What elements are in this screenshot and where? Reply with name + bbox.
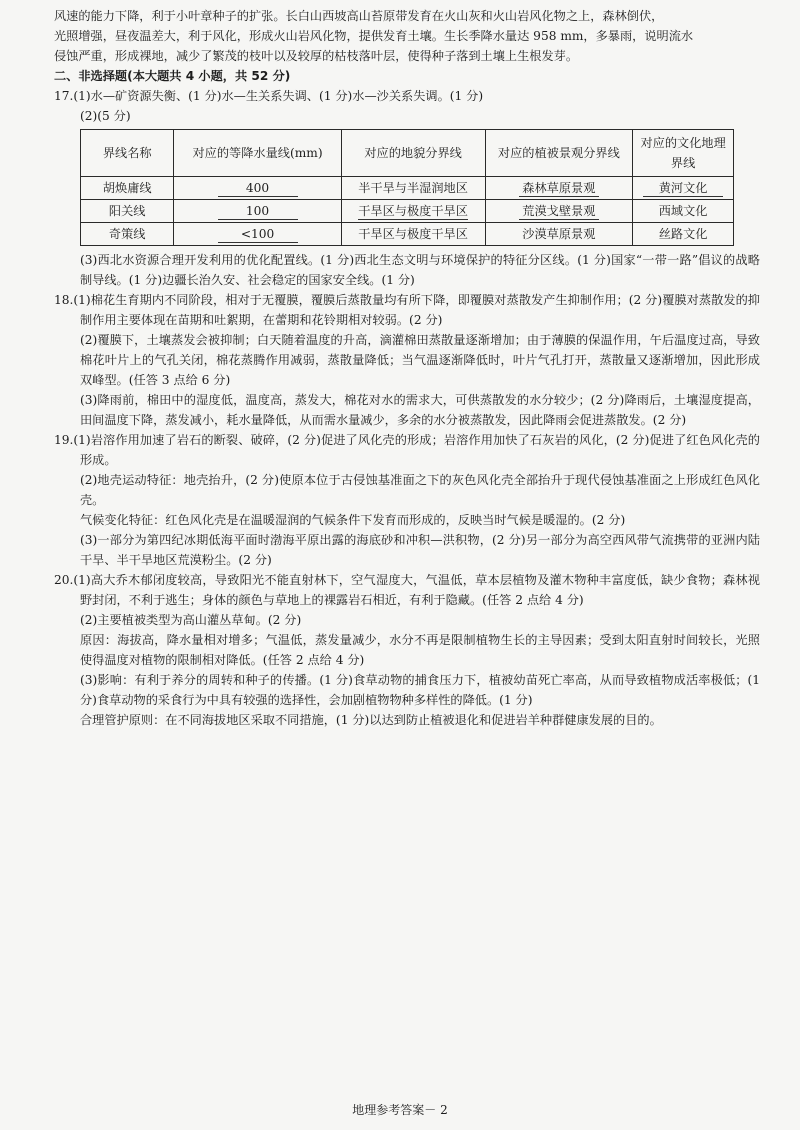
table-cell [341, 200, 485, 223]
answer-content [54, 6, 760, 730]
table-cell [174, 200, 341, 223]
answer-blank: 荒漠戈壁景观 [519, 203, 599, 220]
table-row [81, 200, 734, 223]
table-cell: 沙漠草原景观 [485, 223, 633, 246]
table-cell: 西域文化 [633, 200, 734, 223]
q19-part1: 19.(1)岩溶作用加速了岩石的断裂、破碎，(2 分)促进了风化壳的形成；岩溶作用加快了石灰岩的风化，(2 分)促进了红色风化壳的形成。 [54, 433, 760, 467]
table-cell: 奇策线 [81, 223, 174, 246]
q20-part1: 20.(1)高大乔木郁闭度较高，导致阳光不能直射林下，空气湿度大，气温低，草本层植物及灌木物种丰富度低，缺少食物；森林视野封闭，不利于逃生；身体的颜色与草地上的裸露岩石相近，有利于隐藏。(任答 2 点给 4 分) [54, 573, 760, 607]
q17-part3: (3)西北水资源合理开发利用的优化配置线。(1 分)西北生态文明与环境保护的特征分区线。(1 分)国家“一带一路”倡议的战略制导线。(1 分)边疆长治久安、社会稳定的国家安全线。(1 分) [80, 253, 760, 287]
table-cell: 干旱区与极度干旱区 [341, 223, 485, 246]
intro-line: 光照增强，昼夜温差大，利于风化，形成火山岩风化物，提供发育土壤。生长季降水量达 958 mm，多暴雨，说明流水 [54, 29, 694, 43]
q18-part2: (2)覆膜下，土壤蒸发会被抑制；白天随着温度的升高，滴灌棉田蒸散量逐渐增加；由于薄膜的保温作用，午后温度过高，导致棉花叶片上的气孔关闭，棉花蒸腾作用减弱，蒸散量降低；当气温逐渐降低时，叶片气孔打开，蒸散量又逐渐增加，因此形成双峰型。(任答 3 点给 6 分) [80, 333, 760, 387]
table-row [81, 177, 734, 200]
table-cell [485, 177, 633, 200]
table-header-cell: 界线名称 [81, 130, 174, 177]
table-cell: 阳关线 [81, 200, 174, 223]
section-title: 二、非选择题(本大题共 4 小题，共 52 分) [54, 69, 291, 83]
boundary-table [80, 129, 734, 246]
q19-part3: (3)一部分为第四纪冰期低海平面时渤海平原出露的海底砂和冲积—洪积物，(2 分)另一部分为高空西风带气流携带的亚洲内陆干旱、半干旱地区荒漠粉尘。(2 分) [80, 533, 760, 567]
q19-part2: (2)地壳运动特征：地壳抬升，(2 分)使原本位于古侵蚀基准面之下的灰色风化壳全部抬升于现代侵蚀基准面之上形成红色风化壳。 [80, 473, 760, 507]
q20-principle: 合理管护原则：在不同海拔地区采取不同措施，(1 分)以达到防止植被退化和促进岩羊种群健康发展的目的。 [80, 713, 662, 727]
intro-line: 风速的能力下降，利于小叶章种子的扩张。长白山西坡高山苔原带发育在火山灰和火山岩风化物之上，森林倒伏， [54, 9, 664, 23]
q20-reason: 原因：海拔高，降水量相对增多；气温低，蒸发量减少，水分不再是限制植物生长的主导因素；受到太阳直射时间较长，光照使得温度对植物的限制相对降低。(任答 2 点给 4 分) [80, 633, 760, 667]
table-cell: 丝路文化 [633, 223, 734, 246]
q20-part3: (3)影响：有利于养分的周转和种子的传播。(1 分)食草动物的捕食压力下，植被幼苗死亡率高，从而导致植物成活率极低；(1 分)食草动物的采食行为中具有较强的选择性，会加剧植物物种多样性的降低。(1 分) [80, 673, 760, 707]
table-header-cell: 对应的植被景观分界线 [485, 130, 633, 177]
answer-blank: 森林草原景观 [519, 180, 599, 197]
table-header-row [81, 130, 734, 177]
answer-blank: 400 [218, 180, 298, 197]
answer-blank: <100 [218, 226, 298, 243]
q17-part1: 17.(1)水—矿资源失衡、(1 分)水—生关系失调、(1 分)水—沙关系失调。(1 分) [54, 89, 484, 103]
table-header-cell: 对应的文化地理界线 [633, 130, 734, 177]
table-cell [174, 223, 341, 246]
table-row [81, 223, 734, 246]
q18-part1: 18.(1)棉花生育期内不同阶段，相对于无覆膜，覆膜后蒸散量均有所下降，即覆膜对蒸散发产生抑制作用；(2 分)覆膜对蒸散发的抑制作用主要体现在苗期和吐絮期，在蕾期和花铃期相对较弱。(2 分) [54, 293, 760, 327]
answer-blank: 100 [218, 203, 298, 220]
answer-blank: 黄河文化 [643, 180, 723, 197]
q18-part3: (3)降雨前，棉田中的湿度低，温度高，蒸发大，棉花对水的需求大，可供蒸散发的水分较少；(2 分)降雨后，土壤湿度提高，田间温度下降，蒸发减小，耗水量降低，从而需水量减少，多余的水分被蒸散发，因此降雨会促进蒸散发。(2 分) [80, 393, 760, 427]
page-footer: 地理参考答案－ 2 [352, 1103, 448, 1117]
table-cell [633, 177, 734, 200]
table-header-cell: 对应的地貌分界线 [341, 130, 485, 177]
table-cell [174, 177, 341, 200]
q19-climate: 气候变化特征：红色风化壳是在温暖湿润的气候条件下发育而形成的，反映当时气候是暖湿的。(2 分) [80, 513, 626, 527]
q20-part2: (2)主要植被类型为高山灌丛草甸。(2 分) [80, 613, 302, 627]
table-cell: 胡焕庸线 [81, 177, 174, 200]
q17-part2-label: (2)(5 分) [80, 109, 131, 123]
table-cell: 半干旱与半湿润地区 [341, 177, 485, 200]
table-header-cell: 对应的等降水量线(mm) [174, 130, 341, 177]
intro-line: 侵蚀严重，形成裸地，减少了繁茂的枝叶以及较厚的枯枝落叶层，使得种子落到土壤上生根发芽。 [54, 49, 579, 63]
answer-blank: 干旱区与极度干旱区 [358, 204, 468, 218]
table-cell [485, 200, 633, 223]
